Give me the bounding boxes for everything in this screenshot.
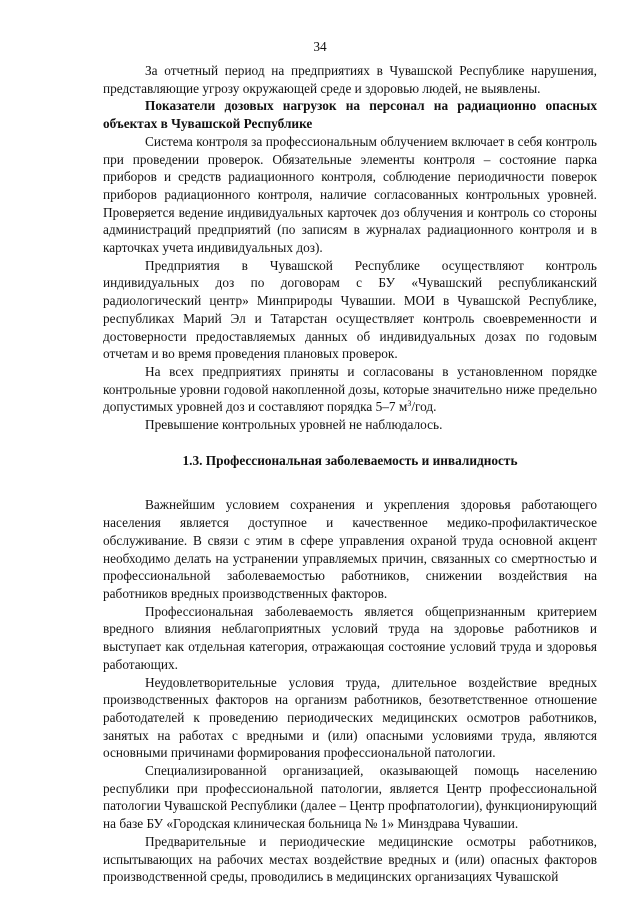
paragraph: Предварительные и периодические медицинские осмотры работников, испытывающих на рабочих местах воздействие вредных и (или) опасных факторов производственной среды, проводились в медицинских организациях Чувашской [103, 833, 597, 885]
section-heading: Показатели дозовых нагрузок на персонал на радиационно опасных объектах в Чувашской Республике [103, 98, 597, 132]
paragraph-text: На всех предприятиях приняты и согласованы в установленном порядке контрольные уровни годовой накопленной дозы, которые значительно ниже предельно допустимых уровней доз и составляют порядка 5–7 м [103, 363, 597, 415]
paragraph: Специализированной организацией, оказывающей помощь населению республики при профессиональной патологии, является Центр профессиональной патологии Чувашской Республики (далее – Центр профпатологии), функционирующий на базе БУ «Городская клиническая больница № 1» Минздрава Чувашии. [103, 763, 597, 832]
paragraph: Превышение контрольных уровней не наблюдалось. [145, 417, 443, 433]
paragraph: Система контроля за профессиональным облучением включает в себя контроль при проведении проверок. Обязательные элементы контроля – состояние парка приборов и средств радиационного контроля, соблюдение периодичности поверок приборов радиационного контроля, наличие согласованных контрольных уровней. Проверяется ведение индивидуальных карточек доз облучения и контроль со стороны администраций предприятий (по записям в журналах радиационного контроля и в карточках учета индивидуальных доз). [103, 133, 597, 256]
paragraph-text: /год. [411, 399, 437, 415]
paragraph [103, 363, 597, 416]
page-number: 34 [313, 39, 327, 54]
superscript: 3 [407, 399, 412, 409]
paragraph: Неудовлетворительные условия труда, длительное воздействие вредных производственных факторов на организм работников, безответственное отношение работодателей к проведению периодических медицинских осмотров работников, занятых на работах с вредными и (или) опасными условиями труда, являются основными причинами формирования профессиональной патологии. [103, 674, 597, 761]
paragraph: За отчетный период на предприятиях в Чувашской Республике нарушения, представляющие угрозу окружающей среде и здоровью людей, не выявлены. [103, 63, 597, 96]
page-body [103, 62, 597, 886]
paragraph: Важнейшим условием сохранения и укрепления здоровья работающего населения является доступное и качественное медико-профилактическое обслуживание. В связи с этим в сфере управления охраной труда основной акцент необходимо делать на устранении управляемых причин, связанных со смертностью и профессиональной заболеваемостью работников, снижении воздействия на работников вредных производственных факторов. [103, 497, 597, 601]
paragraph: Предприятия в Чувашской Республике осуществляют контроль индивидуальных доз по договорам с БУ «Чувашский республиканский радиологический центр» Минприроды Чувашии. МОИ в Чувашской Республике, республиках Марий Эл и Татарстан осуществляет контроль своевременности и достоверности предоставляемых данных об индивидуальных дозах по годовым отчетам и во время проведения плановых проверок. [103, 257, 597, 362]
paragraph: Профессиональная заболеваемость является общепризнанным критерием вредного влияния неблагоприятных условий труда на здоровье работников и выступает как отдельная категория, отражающая состояние условий труда и здоровья работающих. [103, 603, 597, 672]
section-heading: 1.3. Профессиональная заболеваемость и инвалидность [182, 452, 518, 468]
